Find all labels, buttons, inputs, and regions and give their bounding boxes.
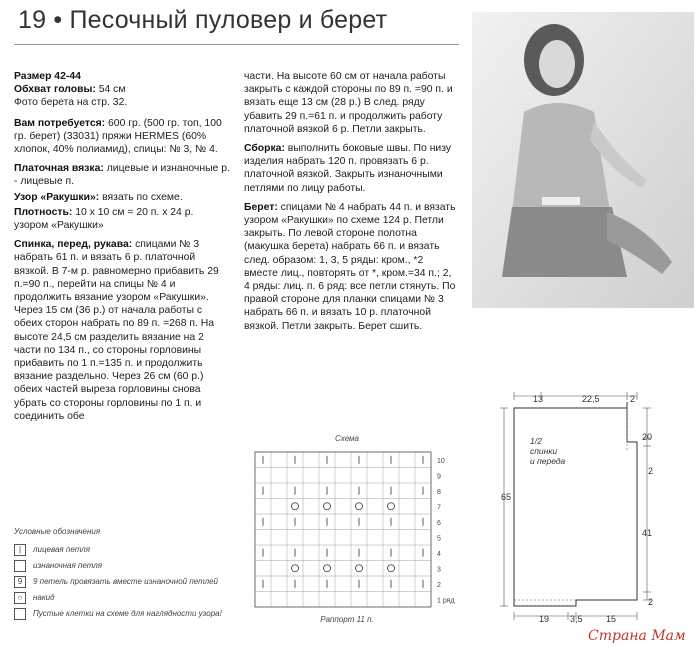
materials-label: Вам потребуется: — [14, 117, 106, 129]
dim-top-mid: 22,5 — [582, 394, 600, 404]
beret-text: спицами № 4 набрать 44 п. и вязать узором «Ракушки» по схеме 124 р. Петли закрыть. По левой стороне полотна (макушка берета) набрать 66 п. и вязать след. образом: 1, 3, 5 ряды: кром., *2 вместе лиц., повторять от *, кром.=34 п.; 2, 4 ряды: лиц. п. 6 ряд: все петли стянуть. По правой стороне для планки спицами № 3 набрать 66 п. и вязать 10 р. платочной вязкой. Петли закрыть. Берет сшить. — [244, 201, 456, 332]
shell-pattern-label: Узор «Ракушки»: — [14, 191, 100, 203]
dim-right-top: 20 — [642, 432, 653, 442]
model-photo — [472, 12, 694, 308]
row-number-label: 10 — [437, 457, 445, 465]
yarn-over-mark — [388, 503, 395, 510]
piece-label-line: 1/2 — [530, 436, 542, 446]
dim-right-small: 2 — [648, 466, 654, 476]
yarn-over-mark — [324, 565, 331, 572]
shell-pattern-text: вязать по схеме. — [99, 191, 183, 203]
materials-text: 600 гр. (500 гр. топ, 100 гр. берет) (33031) пряжи HERMES (60% хлопок, 40% полиамид), спицы: № 3, № 4. — [14, 117, 222, 156]
garter-stitch-label: Платочная вязка: — [14, 163, 104, 175]
instructions-column-1 — [14, 70, 230, 429]
head-value: 54 см — [95, 84, 126, 96]
yarn-over-mark — [388, 565, 395, 572]
yarn-over-mark — [356, 503, 363, 510]
body-sleeves-text: спицами № 3 набрать 61 п. и вязать 6 р. платочной вязкой. В 7-м р. равномерно прибавить 29 п.=90 п., перейти на спицы № 4 и продолжить вязание узором «Ракушки». Через 15 см (36 р.) от начала работы с обеих сторон набрать по 89 п. =268 п. На высоте 24,5 см разделить вязание на 2 части по 134 п., со стороны горловины прибавить по 1 п.=135 п. и продолжить вязание раздельно. Через 26 см (60 р.) обеих частей выреза горловины снова убрать со стороны горловины по 1 п. и соединить обе — [14, 239, 219, 422]
instructions-column-2 — [244, 70, 458, 339]
legend-item-text: изнаночная петля — [33, 561, 103, 570]
pattern-outline — [484, 380, 684, 625]
yarn-over-icon: ○ — [14, 592, 26, 604]
legend-item — [14, 606, 242, 621]
row-number-label: 3 — [437, 566, 441, 574]
row-number-label: 2 — [437, 581, 441, 589]
rapport-label: Раппорт 11 п. — [320, 615, 374, 624]
legend-item — [14, 558, 242, 573]
yarn-over-mark — [324, 503, 331, 510]
row-number-label: 7 — [437, 504, 441, 512]
yarn-over-mark — [292, 565, 299, 572]
page-title: 19 • Песочный пуловер и берет — [18, 6, 388, 34]
legend-item-text: накид — [33, 593, 55, 602]
beret-label: Берет: — [244, 201, 278, 213]
legend-item-text: лицевая петля — [33, 545, 90, 554]
photo-reference: Фото берета на стр. 32. — [14, 97, 128, 109]
dim-bottom-left: 19 — [539, 614, 550, 624]
row-number-label: 8 — [437, 488, 441, 496]
legend-item-text: 9 петель провязать вместе изнаночной петлей — [33, 577, 218, 586]
body-continued-text: части. На высоте 60 см от начала работы закрыть с каждой стороны по 89 п. =90 п. и вязать еще 13 см (28 р.) В след. ряду убавить 29 п.=61 п. и продолжить работу платочной вязкой 6 р. Петли закрыть. — [244, 71, 453, 135]
dim-bottom-right: 15 — [606, 614, 617, 624]
knit-stitch-icon: | — [14, 544, 26, 556]
legend-title: Условные обозначения — [14, 527, 101, 536]
row-number-label: 6 — [437, 519, 441, 527]
gauge-label: Плотность: — [14, 206, 73, 218]
garter-stitch-text: лицевые и изнаночные р. - лицевые п. — [14, 163, 230, 188]
row-number-label: 9 — [437, 473, 441, 481]
dim-right-mid: 41 — [642, 528, 653, 538]
yarn-over-mark — [292, 503, 299, 510]
purl-stitch-icon — [14, 560, 26, 572]
body-sleeves-label: Спинка, перед, рукава: — [14, 239, 133, 251]
watermark-logo: Страна Мам — [588, 628, 686, 644]
piece-label-line: и переда — [530, 456, 566, 466]
dim-right-bottom: 2 — [648, 597, 654, 607]
assembly-text: выполнить боковые швы. По низу изделия набрать 120 п. провязать 6 р. платочной вязкой. Закрыть изнаночными петлями по лицу работы. — [244, 143, 452, 194]
yarn-over-mark — [356, 565, 363, 572]
dim-top-left: 13 — [533, 394, 544, 404]
size-label: Размер 42-44 — [14, 71, 81, 82]
chart-grid — [247, 446, 477, 616]
dim-left: 65 — [501, 492, 512, 502]
piece-label-line: спинки — [530, 446, 558, 456]
garment-pattern-diagram — [484, 380, 684, 630]
gauge-text: 10 х 10 см = 20 п. х 24 р. узором «Ракушки» — [14, 206, 194, 232]
empty-cell-icon — [14, 608, 26, 620]
legend-item — [14, 590, 242, 605]
title-divider — [14, 44, 459, 45]
legend-item — [14, 574, 242, 589]
nine-together-icon: 9 — [14, 576, 26, 588]
symbol-legend — [14, 527, 242, 622]
piece-label — [530, 436, 565, 466]
chart-title: Схема — [335, 434, 359, 443]
assembly-label: Сборка: — [244, 143, 285, 155]
row-number-label: 1 ряд — [437, 597, 455, 605]
legend-item-text: Пустые клетки на схеме для наглядности узора! — [33, 609, 222, 618]
legend-item — [14, 542, 242, 557]
dim-bottom-mid: 3,5 — [570, 614, 583, 624]
dim-top-right: 2 — [630, 394, 636, 404]
row-number-label: 5 — [437, 535, 441, 543]
row-number-label: 4 — [437, 550, 441, 558]
head-label: Обхват головы: — [14, 84, 96, 96]
